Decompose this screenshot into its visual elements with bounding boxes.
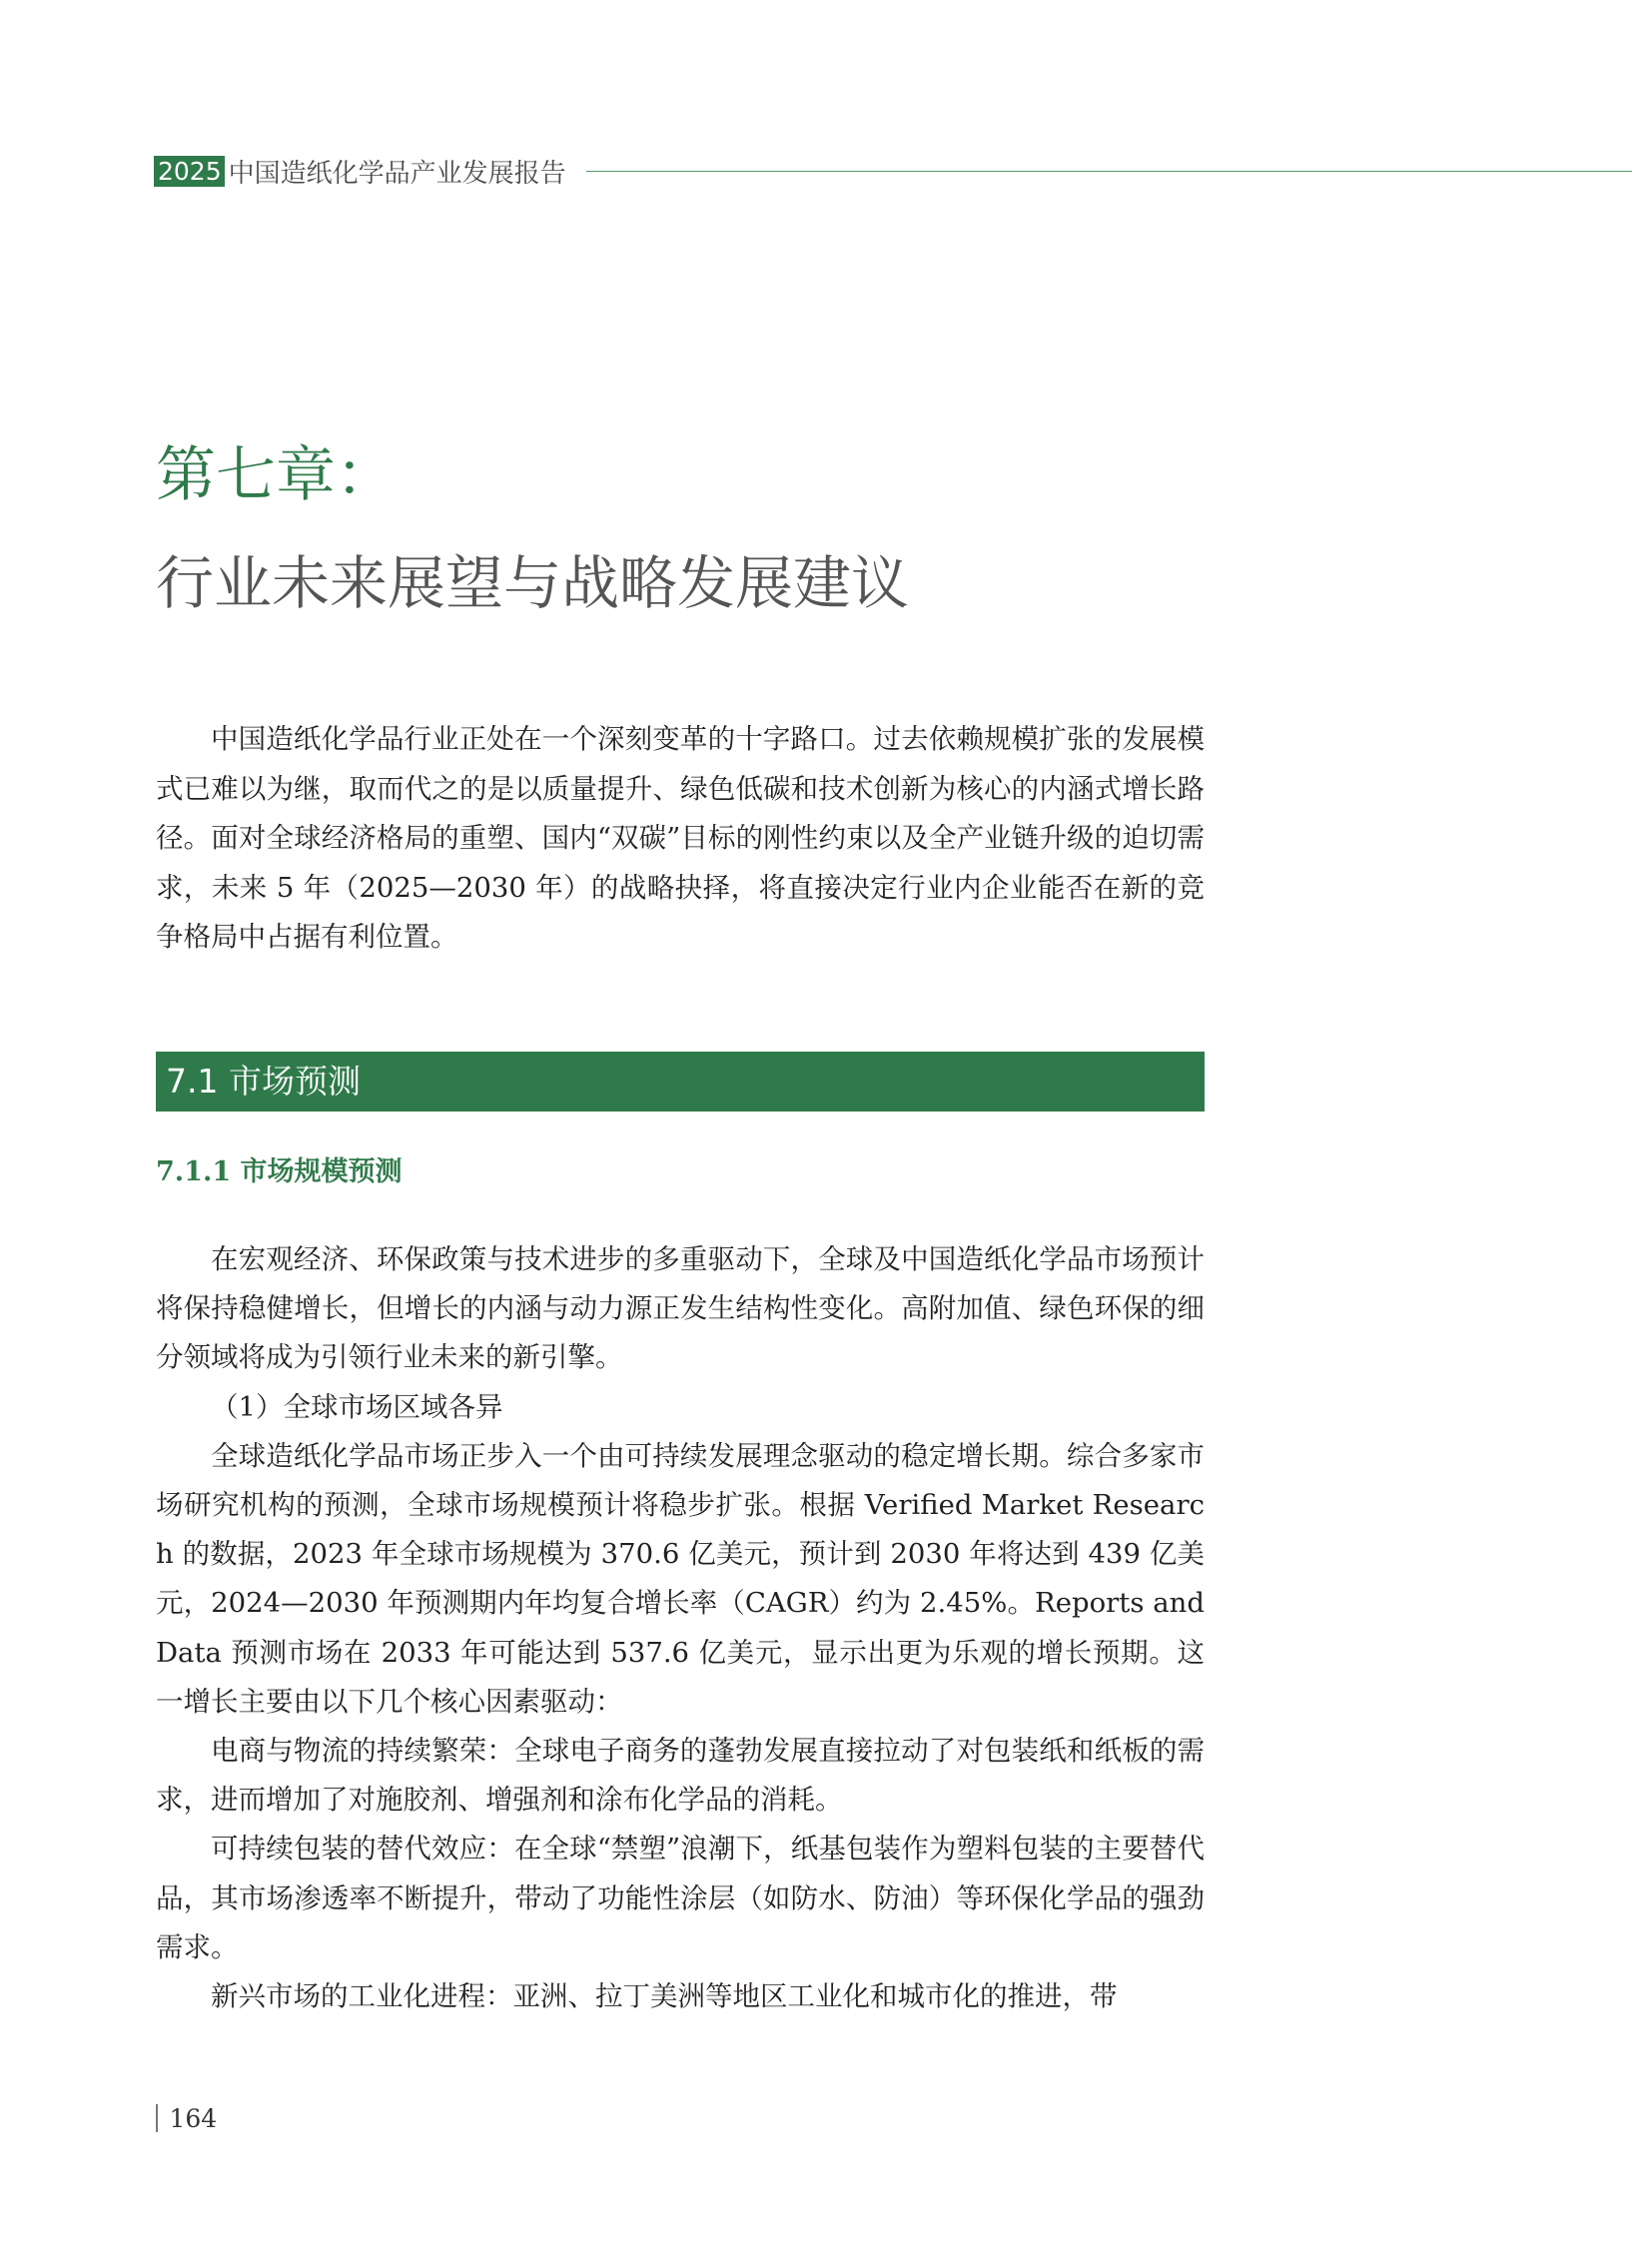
body-text: [156, 1235, 1205, 2021]
chapter-label: 第七章：: [156, 440, 396, 510]
header-year-badge: 2025: [154, 156, 225, 187]
section-heading-bar: [156, 1052, 1205, 1112]
list-heading: （1）全球市场区域各异: [211, 1390, 503, 1423]
subsection-title: 7.1.1 市场规模预测: [156, 1156, 403, 1187]
intro-paragraph: 中国造纸化学品行业正处在一个深刻变革的十字路口。过去依赖规模扩张的发展模式已难以为继，取而代之的是以质量提升、绿色低碳和技术创新为核心的内涵式增长路径。面对全球经济格局的重塑、国内“双碳”目标的刚性约束以及全产业链升级的迫切需求，未来 5 年（2025—2030 年）的战略抉择，将直接决定行业内企业能否在新的竞争格局中占据有利位置。: [156, 723, 1205, 953]
chapter-title: 行业未来展望与战略发展建议: [156, 549, 910, 617]
page-footer: [156, 2100, 217, 2136]
page-number: 164: [169, 2103, 218, 2133]
footer-divider: [156, 2104, 158, 2132]
header-report-title: 中国造纸化学品产业发展报告: [228, 158, 566, 189]
section-title: 7.1 市场预测: [166, 1062, 361, 1101]
body-paragraph: 全球造纸化学品市场正步入一个由可持续发展理念驱动的稳定增长期。综合多家市场研究机构的预测，全球市场规模预计将稳步扩张。根据 Verified Market Research 的数据，2023 年全球市场规模为 370.6 亿美元，预计到 2030 年将达到 439 亿美元，2024—2030 年预测期内年均复合增长率（CAGR）约为 2.45%。Reports and Data 预测市场在 2033 年可能达到 537.6 亿美元，显示出更为乐观的增长预期。这一增长主要由以下几个核心因素驱动：: [156, 1439, 1205, 1718]
body-paragraph: 在宏观经济、环保政策与技术进步的多重驱动下，全球及中国造纸化学品市场预计将保持稳健增长，但增长的内涵与动力源正发生结构性变化。高附加值、绿色环保的细分领域将成为引领行业未来的新引擎。: [156, 1243, 1205, 1374]
running-header: [154, 153, 1632, 189]
body-paragraph: 可持续包装的替代效应：在全球“禁塑”浪潮下，纸基包装作为塑料包装的主要替代品，其市场渗透率不断提升，带动了功能性涂层（如防水、防油）等环保化学品的强劲需求。: [156, 1833, 1205, 1963]
body-paragraph: 新兴市场的工业化进程：亚洲、拉丁美洲等地区工业化和城市化的推进，带: [211, 1980, 1118, 2013]
body-paragraph: 电商与物流的持续繁荣：全球电子商务的蓬勃发展直接拉动了对包装纸和纸板的需求，进而增加了对施胶剂、增强剂和涂布化学品的消耗。: [156, 1735, 1205, 1817]
header-divider: [586, 171, 1632, 172]
